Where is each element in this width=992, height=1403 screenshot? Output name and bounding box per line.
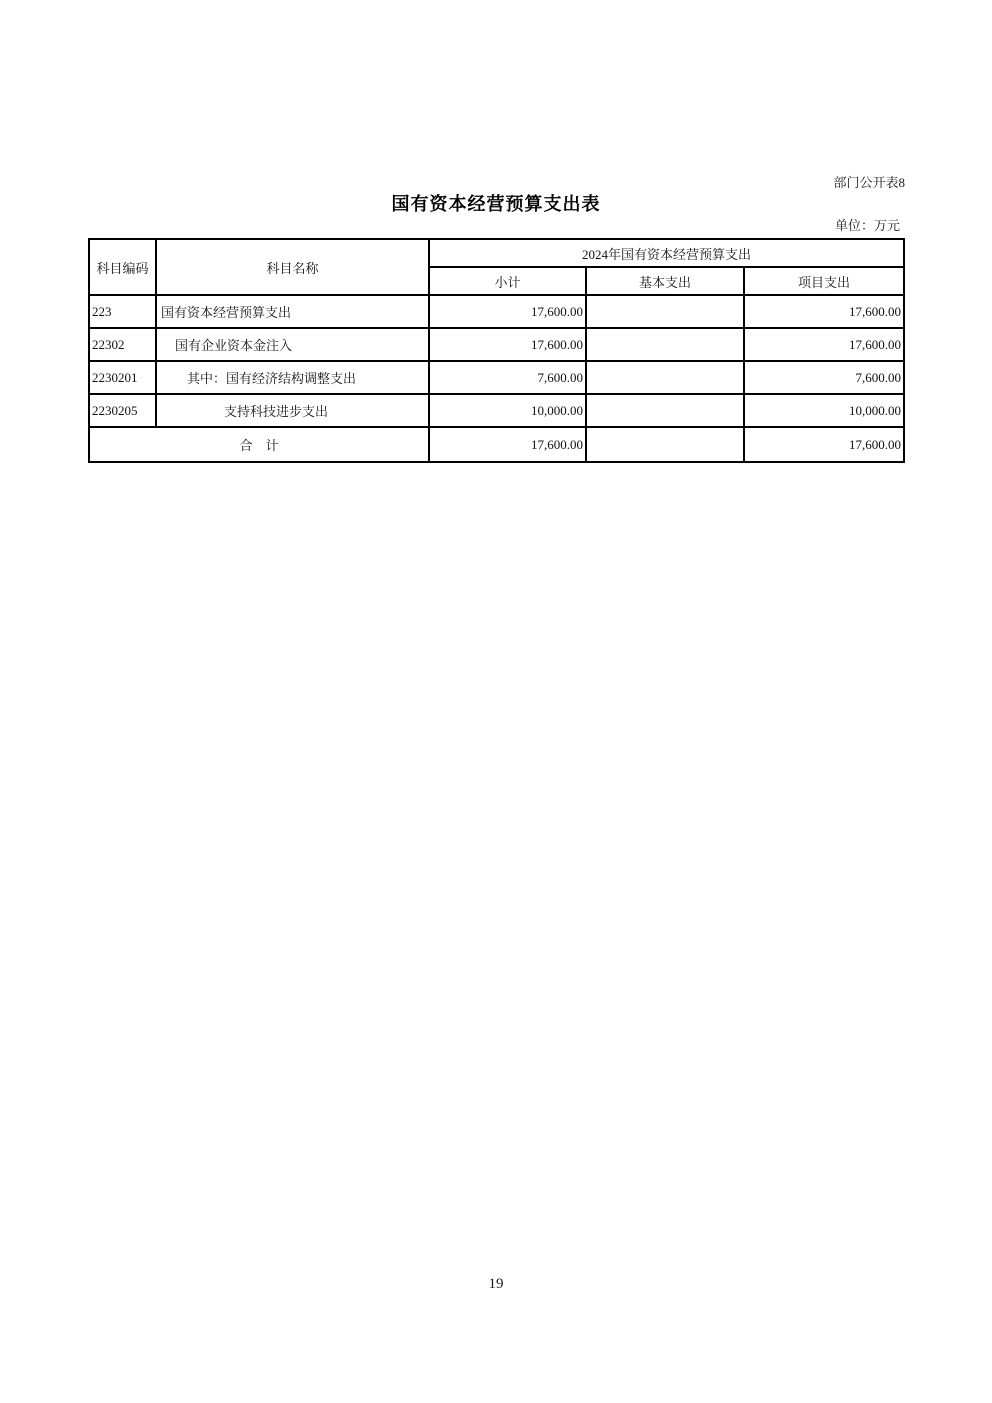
table-header-row-1 bbox=[89, 239, 904, 267]
page-title: 国有资本经营预算支出表 bbox=[391, 194, 601, 214]
doc-label: 部门公开表8 bbox=[833, 175, 905, 190]
cell-subject-name: 支持科技进步支出 bbox=[156, 394, 429, 427]
cell-total-basic-expenditure bbox=[586, 427, 744, 462]
table-row bbox=[89, 295, 904, 328]
cell-subtotal: 17,600.00 bbox=[429, 328, 586, 361]
cell-total-project-expenditure: 17,600.00 bbox=[744, 427, 904, 462]
table-row bbox=[89, 361, 904, 394]
page-number: 19 bbox=[488, 1276, 504, 1292]
cell-subject-code: 223 bbox=[89, 295, 156, 328]
cell-subject-code: 22302 bbox=[89, 328, 156, 361]
table-row bbox=[89, 394, 904, 427]
budget-table bbox=[88, 238, 905, 463]
header-year-group: 2024年国有资本经营预算支出 bbox=[429, 239, 904, 267]
cell-project-expenditure: 17,600.00 bbox=[744, 295, 904, 328]
header-project-expenditure: 项目支出 bbox=[744, 267, 904, 295]
table-row bbox=[89, 328, 904, 361]
cell-subject-name: 其中：国有经济结构调整支出 bbox=[156, 361, 429, 394]
cell-subtotal: 10,000.00 bbox=[429, 394, 586, 427]
cell-total-label: 合 计 bbox=[89, 427, 429, 462]
header-subject-code: 科目编码 bbox=[89, 239, 156, 295]
cell-basic-expenditure bbox=[586, 328, 744, 361]
cell-basic-expenditure bbox=[586, 295, 744, 328]
cell-subject-code: 2230205 bbox=[89, 394, 156, 427]
cell-subject-name: 国有资本经营预算支出 bbox=[156, 295, 429, 328]
cell-subject-name: 国有企业资本金注入 bbox=[156, 328, 429, 361]
unit-note: 单位：万元 bbox=[834, 218, 900, 233]
header-subtotal: 小计 bbox=[429, 267, 586, 295]
cell-basic-expenditure bbox=[586, 361, 744, 394]
cell-total-subtotal: 17,600.00 bbox=[429, 427, 586, 462]
table-total-row bbox=[89, 427, 904, 462]
cell-subtotal: 7,600.00 bbox=[429, 361, 586, 394]
cell-subject-code: 2230201 bbox=[89, 361, 156, 394]
cell-project-expenditure: 7,600.00 bbox=[744, 361, 904, 394]
cell-subtotal: 17,600.00 bbox=[429, 295, 586, 328]
header-subject-name: 科目名称 bbox=[156, 239, 429, 295]
header-basic-expenditure: 基本支出 bbox=[586, 267, 744, 295]
cell-project-expenditure: 10,000.00 bbox=[744, 394, 904, 427]
cell-project-expenditure: 17,600.00 bbox=[744, 328, 904, 361]
cell-basic-expenditure bbox=[586, 394, 744, 427]
